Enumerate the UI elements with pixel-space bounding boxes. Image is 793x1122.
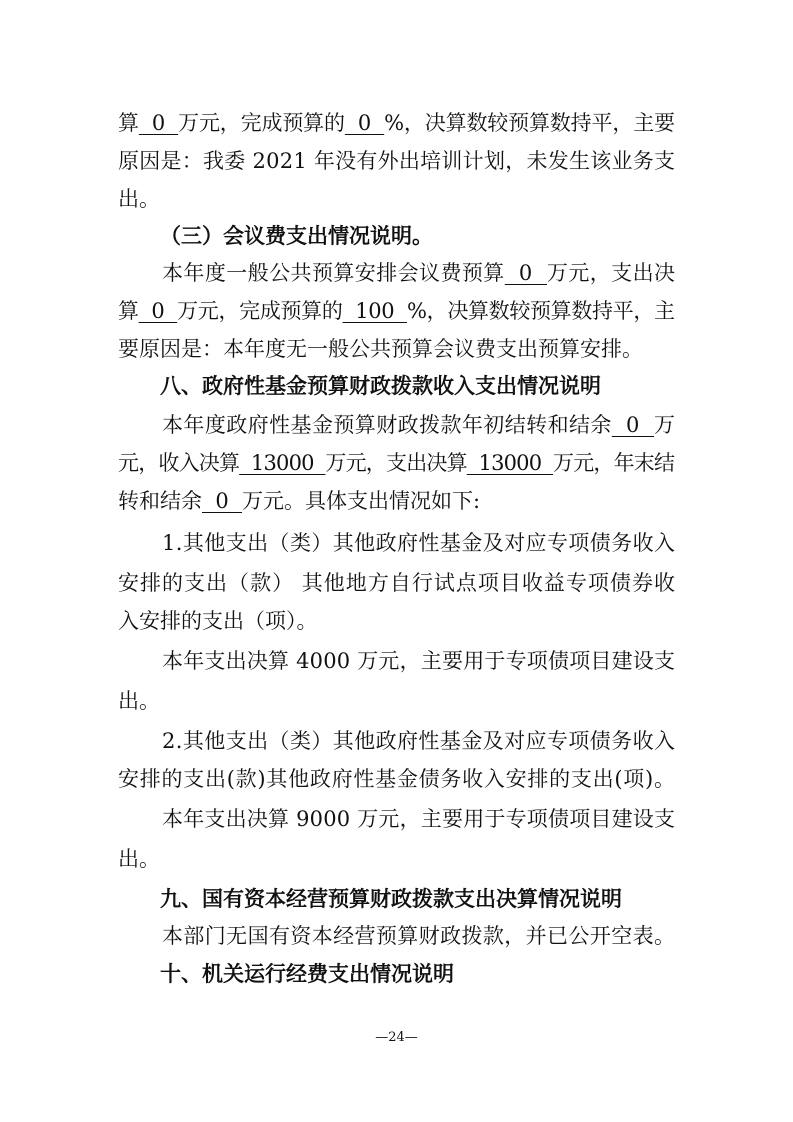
line-text	[118, 686, 160, 716]
section-heading	[160, 959, 717, 989]
paragraph-line	[162, 726, 675, 756]
section-heading	[160, 371, 717, 401]
paragraph-line	[118, 568, 675, 598]
line-text	[118, 108, 675, 138]
paragraph-line	[118, 486, 675, 516]
section-heading	[160, 884, 717, 914]
filled-value: 0	[611, 413, 655, 437]
filled-value: 0	[138, 299, 178, 323]
text-segment: 2.其他支出（类）其他政府性基金及对应专项债务收入	[162, 729, 676, 753]
text-segment: 出。	[118, 689, 160, 713]
line-text	[118, 764, 676, 794]
line-text	[162, 804, 675, 834]
text-segment: 本部门无国有资本经营预算财政拨款，并已公开空表。	[162, 924, 676, 948]
paragraph-line	[118, 108, 675, 138]
paragraph-line	[118, 184, 675, 214]
paragraph-line	[162, 258, 675, 288]
text-segment: 万元，支出决算	[325, 451, 467, 475]
text-segment: 原因是：我委 2021 年没有外出培训计划，未发生该业务支	[118, 149, 676, 173]
paragraph-line	[162, 410, 675, 440]
text-segment: 安排的支出（款） 其他地方自行试点项目收益专项债券收	[118, 571, 676, 595]
text-segment: 入安排的支出（项）。	[118, 609, 318, 633]
filled-value: 0	[138, 111, 179, 135]
line-text	[118, 568, 676, 598]
line-text	[162, 410, 675, 440]
paragraph-line	[118, 686, 675, 716]
text-segment: 转和结余	[118, 489, 202, 513]
text-segment: 万元。具体支出情况如下:	[242, 489, 481, 513]
filled-value: 13000	[239, 451, 326, 475]
section-heading	[160, 221, 717, 251]
text-segment: %，决算数较预算数持平，主要	[384, 111, 675, 135]
text-segment: 万元，支出决	[546, 261, 676, 285]
text-segment: 出。	[118, 187, 160, 211]
line-text	[162, 258, 675, 288]
text-segment: 八、政府性基金预算财政拨款收入支出情况说明	[160, 374, 601, 398]
text-segment: %，决算数较预算数持平，主	[407, 299, 675, 323]
line-text	[162, 528, 675, 558]
paragraph-line	[118, 764, 675, 794]
filled-value: 100	[342, 299, 408, 323]
line-text	[118, 184, 160, 214]
filled-value: 13000	[466, 451, 554, 475]
paragraph-line	[162, 804, 675, 834]
filled-value: 0	[344, 111, 385, 135]
text-segment: 出。	[118, 847, 160, 871]
line-text	[160, 221, 433, 251]
text-segment: 万元，年末结	[553, 451, 675, 475]
text-segment: 万	[654, 413, 676, 437]
line-text	[118, 606, 318, 636]
text-segment: 1.其他支出（类）其他政府性基金及对应专项债务收入	[162, 531, 676, 555]
line-text	[160, 371, 601, 401]
text-segment: 要原因是：本年度无一般公共预算会议费支出预算安排。	[118, 337, 643, 361]
text-segment: 本年支出决算 4000 万元，主要用于专项债项目建设支	[162, 649, 676, 673]
line-text	[118, 844, 160, 874]
line-text	[118, 146, 675, 176]
line-text	[162, 646, 675, 676]
paragraph-line	[118, 146, 675, 176]
text-segment: 算	[118, 299, 139, 323]
paragraph-line	[162, 921, 675, 951]
text-segment: 万元，完成预算的	[177, 299, 343, 323]
line-text	[118, 334, 643, 364]
line-text	[118, 448, 674, 478]
text-segment: 本年支出决算 9000 万元，主要用于专项债项目建设支	[162, 807, 676, 831]
paragraph-line	[118, 448, 675, 478]
text-segment: 本年度政府性基金预算财政拨款年初结转和结余	[162, 413, 612, 437]
text-segment: 九、国有资本经营预算财政拨款支出决算情况说明	[160, 887, 622, 911]
page-number: —24—	[375, 1030, 418, 1045]
text-segment: （三）会议费支出情况说明。	[160, 224, 433, 248]
filled-value: 0	[202, 489, 243, 513]
paragraph-line	[162, 646, 675, 676]
text-segment: 十、机关运行经费支出情况说明	[160, 962, 454, 986]
filled-value: 0	[504, 261, 547, 285]
text-segment: 本年度一般公共预算安排会议费预算	[162, 261, 505, 285]
line-text	[162, 726, 675, 756]
paragraph-line	[162, 528, 675, 558]
paragraph-line	[118, 606, 675, 636]
text-segment: 安排的支出(款)其他政府性基金债务收入安排的支出(项)。	[118, 767, 676, 791]
line-text	[160, 884, 622, 914]
paragraph-line	[118, 334, 675, 364]
line-text	[162, 921, 675, 951]
text-segment: 元，收入决算	[118, 451, 240, 475]
line-text	[118, 296, 675, 326]
line-text	[118, 486, 480, 516]
paragraph-line	[118, 844, 675, 874]
text-segment: 万元，完成预算的	[178, 111, 345, 135]
paragraph-line	[118, 296, 675, 326]
text-segment: 算	[118, 111, 139, 135]
line-text	[160, 959, 454, 989]
